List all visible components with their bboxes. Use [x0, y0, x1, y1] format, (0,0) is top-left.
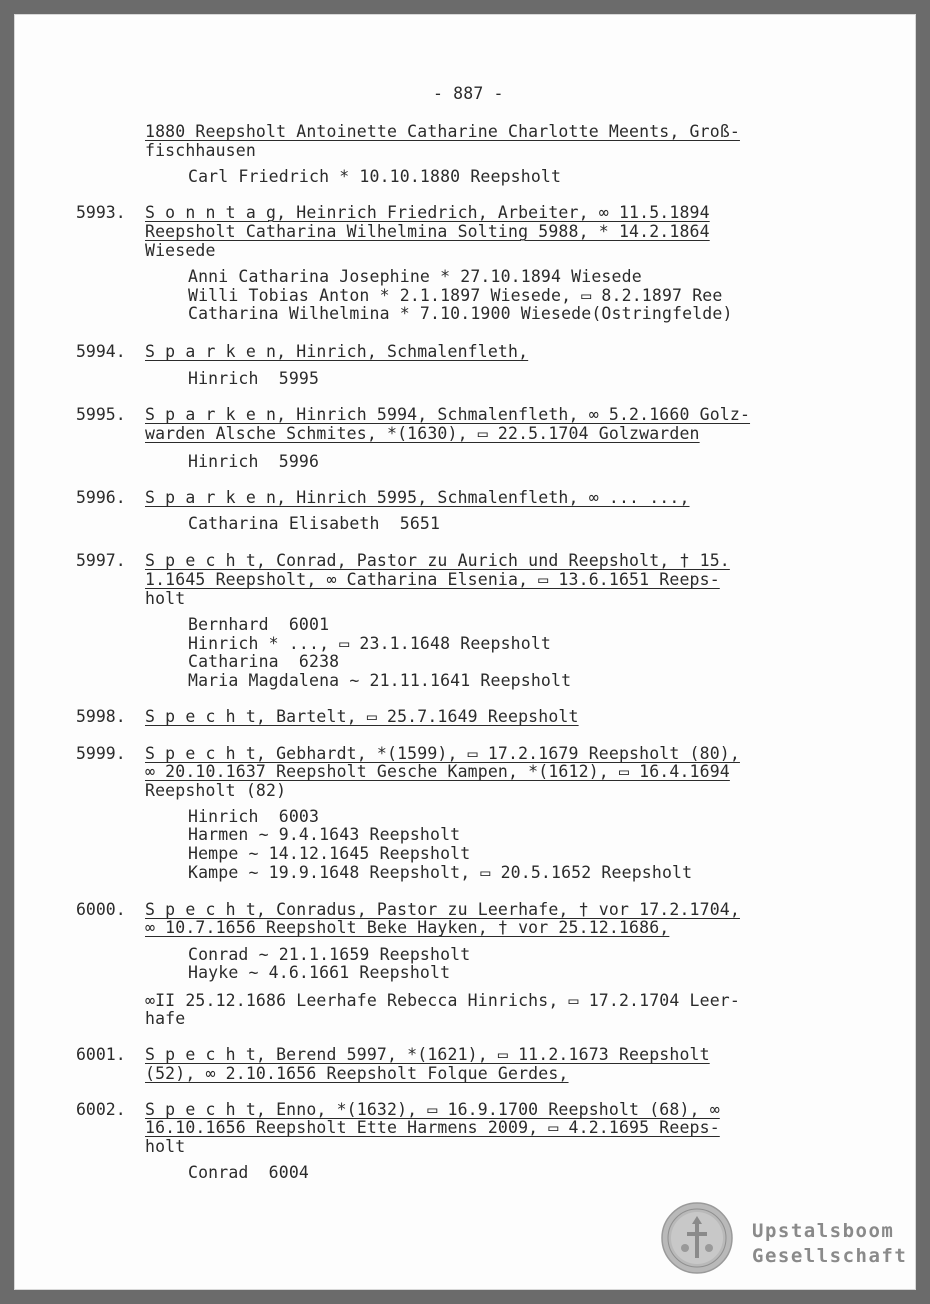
entry-line: Wiesede [145, 241, 216, 260]
child-line: Conrad ~ 21.1.1659 Reepsholt [188, 945, 471, 964]
entry-line: S o n n t a g, Heinrich Friedrich, Arbeiter, ∞ 11.5.1894 [145, 203, 710, 222]
child-line: Anni Catharina Josephine * 27.10.1894 Wiesede [188, 267, 642, 286]
entry-number: 6002. [76, 1100, 126, 1119]
child-line: Hayke ~ 4.6.1661 Reepsholt [188, 963, 451, 982]
entry-line: S p e c h t, Berend 5997, *(1621), ▭ 11.2.1673 Reepsholt [145, 1045, 710, 1064]
entry-number: 6000. [76, 900, 126, 919]
child-line: Hempe ~ 14.12.1645 Reepsholt [188, 844, 471, 863]
child-line: Carl Friedrich * 10.10.1880 Reepsholt [188, 167, 562, 186]
entry-line: holt [145, 589, 186, 608]
child-line: Bernhard 6001 [188, 615, 330, 634]
brand-name-line1: Upstalsboom [752, 1220, 895, 1242]
child-line: Catharina Wilhelmina * 7.10.1900 Wiesede(Ostringfelde) [188, 304, 733, 323]
child-line: Hinrich 5996 [188, 452, 320, 471]
entry-line: 16.10.1656 Reepsholt Ette Harmens 2009, ▭ 4.2.1695 Reeps- [145, 1118, 720, 1137]
entry-line: Reepsholt (82) [145, 781, 287, 800]
entry-line: Reepsholt Catharina Wilhelmina Solting 5988, * 14.2.1864 [145, 222, 710, 241]
child-line: Catharina 6238 [188, 652, 340, 671]
page-number: - 887 - [433, 84, 504, 103]
entry-line: S p a r k e n, Hinrich 5995, Schmalenfleth, ∞ ... ..., [145, 488, 690, 507]
entry-number: 5995. [76, 405, 126, 424]
child-line: Conrad 6004 [188, 1163, 310, 1182]
entry-line: warden Alsche Schmites, *(1630), ▭ 22.5.1704 Golzwarden [145, 424, 700, 443]
entry-number: 5993. [76, 203, 126, 222]
entry-line: S p e c h t, Conrad, Pastor zu Aurich und Reepsholt, † 15. [145, 551, 730, 570]
document-page [14, 14, 916, 1290]
child-line: Kampe ~ 19.9.1648 Reepsholt, ▭ 20.5.1652 Reepsholt [188, 863, 693, 882]
child-line: Maria Magdalena ~ 21.11.1641 Reepsholt [188, 671, 572, 690]
child-line: Hinrich 5995 [188, 369, 320, 388]
entry-number: 5996. [76, 488, 126, 507]
child-line: Hinrich 6003 [188, 807, 320, 826]
entry-line: S p e c h t, Enno, *(1632), ▭ 16.9.1700 Reepsholt (68), ∞ [145, 1100, 720, 1119]
entry-line: S p a r k e n, Hinrich 5994, Schmalenfleth, ∞ 5.2.1660 Golz- [145, 405, 751, 424]
entry-line: S p e c h t, Gebhardt, *(1599), ▭ 17.2.1679 Reepsholt (80), [145, 744, 740, 763]
entry-line: holt [145, 1137, 186, 1156]
entry-line: S p a r k e n, Hinrich, Schmalenfleth, [145, 342, 529, 361]
entry-line: ∞II 25.12.1686 Leerhafe Rebecca Hinrichs, ▭ 17.2.1704 Leer- [145, 991, 740, 1010]
entry-number: 5998. [76, 707, 126, 726]
seal-logo-icon [661, 1202, 733, 1274]
entry-line: (52), ∞ 2.10.1656 Reepsholt Folque Gerdes, [145, 1064, 569, 1083]
entry-line: 1.1645 Reepsholt, ∞ Catharina Elsenia, ▭ 13.6.1651 Reeps- [145, 570, 720, 589]
child-line: Catharina Elisabeth 5651 [188, 514, 441, 533]
brand-name-line2: Gesellschaft [752, 1245, 908, 1267]
child-line: Willi Tobias Anton * 2.1.1897 Wiesede, ▭ 8.2.1897 Ree [188, 286, 723, 305]
entry-line: ∞ 20.10.1637 Reepsholt Gesche Kampen, *(1612), ▭ 16.4.1694 [145, 762, 730, 781]
child-line: Hinrich * ..., ▭ 23.1.1648 Reepsholt [188, 634, 552, 653]
entry-line: S p e c h t, Bartelt, ▭ 25.7.1649 Reepsholt [145, 707, 579, 726]
entry-number: 5999. [76, 744, 126, 763]
entry-number: 5994. [76, 342, 126, 361]
entry-number: 6001. [76, 1045, 126, 1064]
entry-line: S p e c h t, Conradus, Pastor zu Leerhafe, † vor 17.2.1704, [145, 900, 740, 919]
entry-line: hafe [145, 1009, 186, 1028]
entry-number: 5997. [76, 551, 126, 570]
child-line: Harmen ~ 9.4.1643 Reepsholt [188, 825, 461, 844]
text-line: 1880 Reepsholt Antoinette Catharine Charlotte Meents, Groß- [145, 122, 740, 141]
entry-line: ∞ 10.7.1656 Reepsholt Beke Hayken, † vor 25.12.1686, [145, 918, 670, 937]
text-line: fischhausen [145, 141, 256, 160]
